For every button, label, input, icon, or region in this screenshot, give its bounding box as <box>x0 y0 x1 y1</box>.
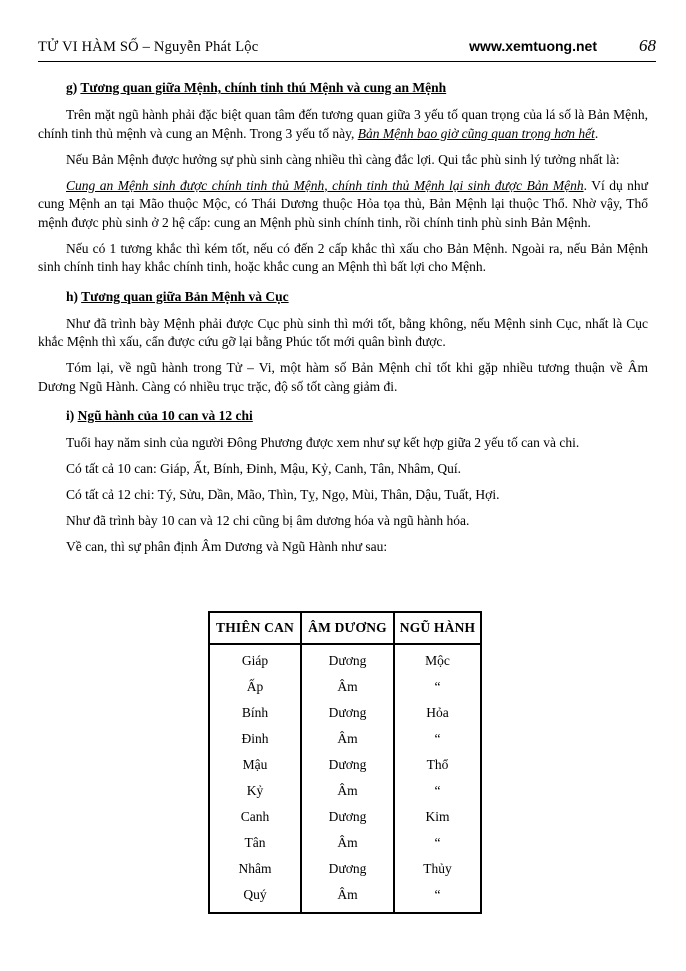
body-text: Nếu có 1 tương khắc thì kém tốt, nếu có đến 2 cấp khắc thì xấu cho Bản Mệnh. Ngoài ra, nếu Bản Mệnh sinh chính tinh hay khắc chính tinh, hoặc khắc cung an Mệnh thì bất lợi cho Mệnh. <box>38 240 648 274</box>
body-text: Về can, thì sự phân định Âm Dương và Ngũ Hành như sau: <box>66 539 388 554</box>
paragraph <box>38 359 648 396</box>
table-header-cell: NGŨ HÀNH <box>394 612 481 644</box>
page-content <box>38 68 648 564</box>
section-title: Tương quan giữa Bản Mệnh và Cục <box>81 288 289 304</box>
paragraph <box>38 106 648 143</box>
emphasized-text: Bản Mệnh bao giờ cũng quan trọng hơn hết <box>357 125 595 141</box>
emphasized-text: Cung an Mệnh sinh được chính tinh thủ Mệnh, chính tinh thủ Mệnh lại sinh được Bản Mệnh <box>66 177 584 193</box>
page-number: 68 <box>639 36 656 55</box>
paragraph <box>38 512 648 531</box>
table-cell: Quý <box>209 882 301 913</box>
page-header <box>38 36 656 56</box>
table-cell: “ <box>394 726 481 752</box>
table-cell: Tân <box>209 830 301 856</box>
section-prefix: i) <box>66 408 78 423</box>
table-row <box>209 700 481 726</box>
table-cell: Dương <box>301 644 394 674</box>
paragraph <box>38 177 648 233</box>
table-cell: “ <box>394 882 481 913</box>
paragraph <box>38 434 648 453</box>
table-cell: “ <box>394 778 481 804</box>
body-text: . Ví dụ như cung Mệnh an tại Mão thuộc Mộc, có Thái Dương thuộc Hỏa tọa thủ, Bản Mệnh lại thuộc Thổ. Nhờ vậy, Thổ mệnh được phù sinh ở 2 hệ cấp: cung an Mệnh phù sinh chính tinh, rồi chính tinh phù sinh Bản Mệnh. <box>38 177 649 230</box>
table-cell: Âm <box>301 882 394 913</box>
table-header-row <box>209 612 481 644</box>
table-cell: Thổ <box>394 752 481 778</box>
body-text: Tuổi hay năm sinh của người Đông Phương được xem như sự kết hợp giữa 2 yếu tố can và chi. <box>66 435 580 450</box>
paragraph <box>38 538 648 557</box>
table-row <box>209 856 481 882</box>
body-text: Nếu Bản Mệnh được hưởng sự phù sinh càng nhiều thì càng đắc lợi. Qui tắc phù sinh lý tưởng nhất là: <box>66 151 620 167</box>
header-rule <box>38 61 656 62</box>
section-heading <box>38 407 648 426</box>
table-header-cell: THIÊN CAN <box>209 612 301 644</box>
table-cell: Giáp <box>209 644 301 674</box>
section-heading <box>38 288 648 307</box>
table-row <box>209 674 481 700</box>
table-cell: Dương <box>301 856 394 882</box>
paragraph <box>38 486 648 505</box>
table-cell: Âm <box>301 830 394 856</box>
body-text: Có tất cả 10 can: Giáp, Ất, Bính, Đinh, Mậu, Kỷ, Canh, Tân, Nhâm, Quí. <box>66 461 461 476</box>
table-cell: Dương <box>301 804 394 830</box>
body-text: . <box>594 125 599 141</box>
table-cell: Hỏa <box>394 700 481 726</box>
section-title: Tương quan giữa Mệnh, chính tinh thú Mệnh và cung an Mệnh <box>80 80 447 95</box>
table-cell: Dương <box>301 700 394 726</box>
section-title: Ngũ hành của 10 can và 12 chi <box>77 408 253 423</box>
body-text: Tóm lại, về ngũ hành trong Tử – Vi, một hàm số Bản Mệnh chỉ tốt khi gặp nhiều tương thuận về Âm Dương Ngũ Hành. Càng có nhiều trục trặc, độ số tốt càng giảm đi. <box>38 360 648 394</box>
table-cell: Âm <box>301 726 394 752</box>
table-cell: Dương <box>301 752 394 778</box>
table-cell: Thủy <box>394 856 481 882</box>
table-cell: Kim <box>394 804 481 830</box>
table-row <box>209 804 481 830</box>
book-title: TỬ VI HÀM SỐ – Nguyễn Phát Lộc <box>38 39 259 55</box>
table-cell: Mậu <box>209 752 301 778</box>
body-text: Có tất cả 12 chi: Tý, Sửu, Dần, Mão, Thìn, Tỵ, Ngọ, Mùi, Thân, Dậu, Tuất, Hợi. <box>66 487 500 502</box>
website-link[interactable]: www.xemtuong.net <box>469 38 597 54</box>
table-header-cell: ÂM DƯƠNG <box>301 612 394 644</box>
header-right <box>469 36 656 56</box>
table-cell: Canh <box>209 804 301 830</box>
section-prefix: h) <box>66 288 82 304</box>
table-row <box>209 778 481 804</box>
section-prefix: g) <box>66 80 81 95</box>
table-row <box>209 644 481 674</box>
table-cell: Mộc <box>394 644 481 674</box>
table-cell: Đinh <box>209 726 301 752</box>
table-cell: Ấp <box>209 674 301 700</box>
table-cell: “ <box>394 674 481 700</box>
body-text: Trên mặt ngũ hành phải đặc biệt quan tâm đến tương quan giữa 3 yếu tố quan trọng của lá số là Bản Mệnh, chính tinh thủ mệnh và cung an Mệnh. Trong 3 yếu tố này, <box>38 107 648 141</box>
table-cell: Âm <box>301 674 394 700</box>
table-cell: Kỷ <box>209 778 301 804</box>
table-cell: “ <box>394 830 481 856</box>
table-row <box>209 830 481 856</box>
paragraph <box>38 151 648 170</box>
table-row <box>209 752 481 778</box>
paragraph <box>38 240 648 277</box>
paragraph <box>38 315 648 352</box>
body-text: Như đã trình bày Mệnh phải được Cục phù sinh thì mới tốt, bằng không, nếu Mệnh sinh Cục, nhất là Cục khắc Mệnh thì xấu, cẩn được cứu gỡ lại bằng Phúc tốt mới quân bình được. <box>38 315 648 349</box>
section-heading <box>38 79 648 98</box>
paragraph <box>38 460 648 479</box>
table-cell: Nhâm <box>209 856 301 882</box>
table-cell: Âm <box>301 778 394 804</box>
body-text: Như đã trình bày 10 can và 12 chi cũng bị âm dương hóa và ngũ hành hóa. <box>66 513 470 528</box>
table-cell: Bính <box>209 700 301 726</box>
table-row <box>209 882 481 913</box>
table-row <box>209 726 481 752</box>
thien-can-table <box>208 611 482 914</box>
